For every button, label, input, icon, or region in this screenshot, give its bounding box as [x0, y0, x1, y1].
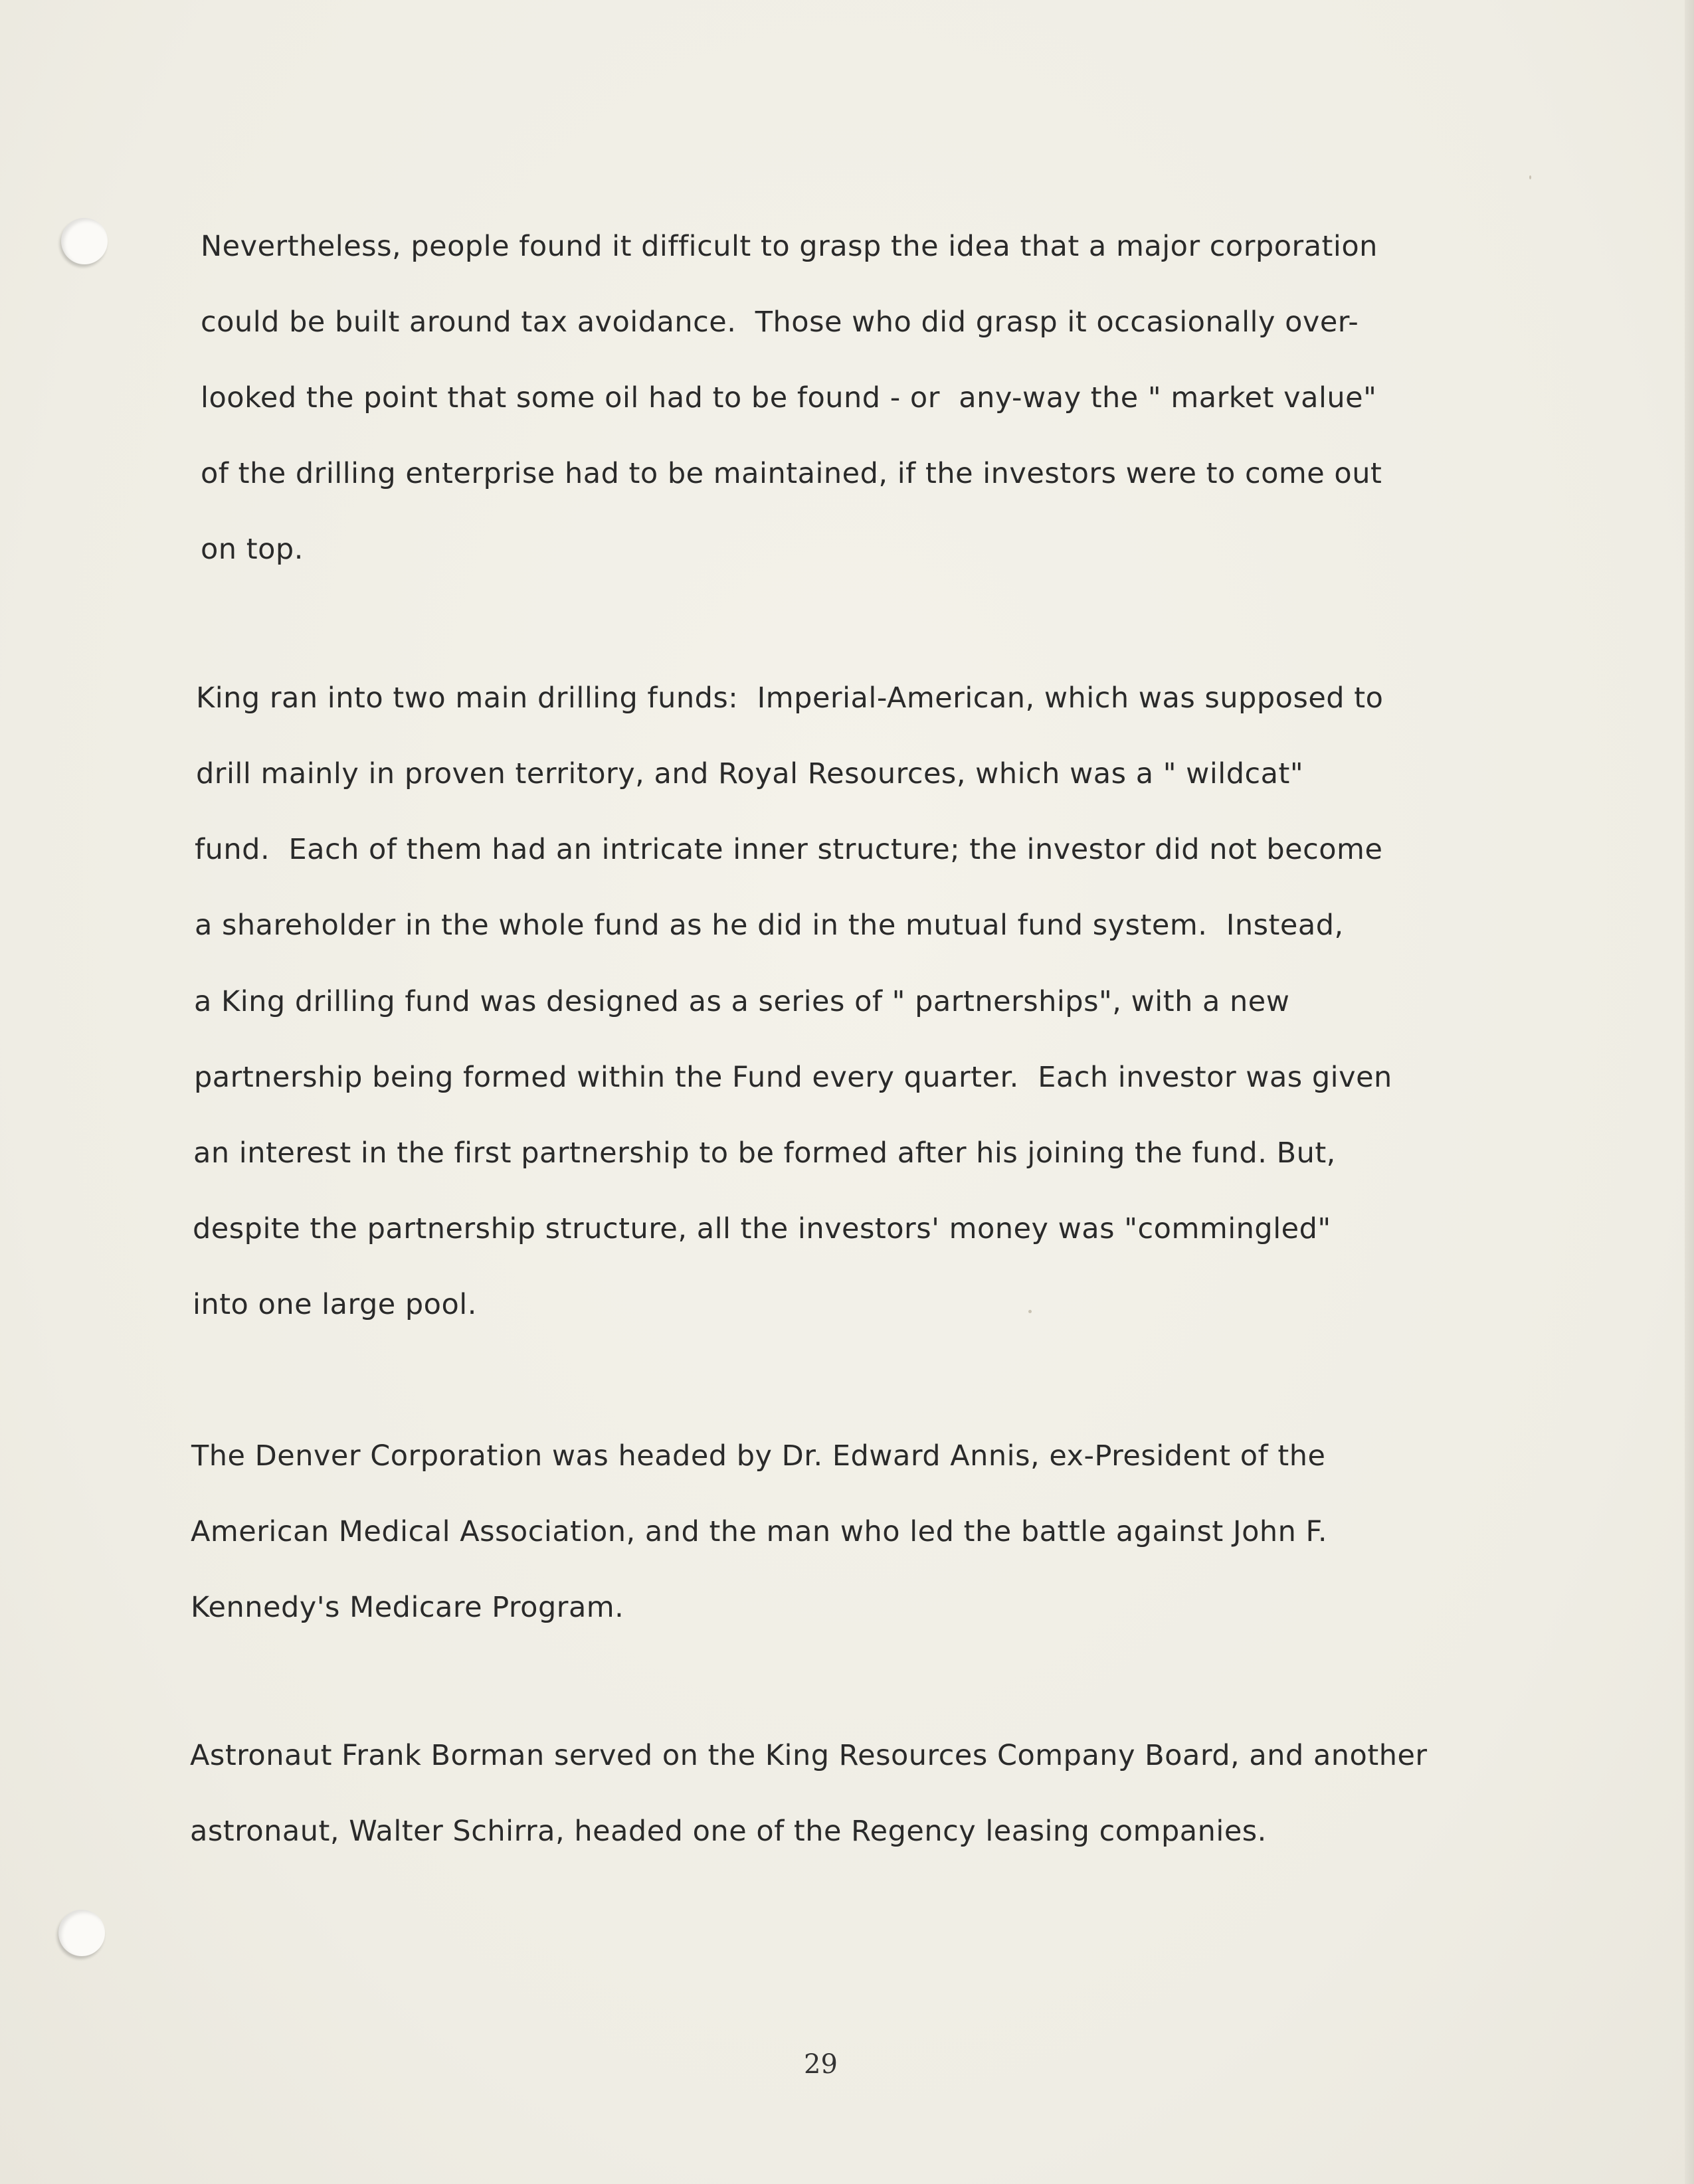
text-line: a King drilling fund was designed as a series of " partnerships", with a new: [194, 985, 1290, 1018]
text-line: despite the partnership structure, all the investors' money was "commingled": [193, 1212, 1331, 1245]
text-line: of the drilling enterprise had to be maintained, if the investors were to come out: [201, 457, 1382, 490]
text-line: astronaut, Walter Schirra, headed one of the Regency leasing companies.: [190, 1815, 1267, 1848]
text-line: Kennedy's Medicare Program.: [191, 1591, 624, 1624]
text-line: an interest in the first partnership to be formed after his joining the fund. But,: [193, 1137, 1336, 1170]
text-line: looked the point that some oil had to be found - or any-way the " market value": [201, 381, 1377, 414]
text-line: partnership being formed within the Fund every quarter. Each investor was given: [194, 1061, 1392, 1094]
text-line: drill mainly in proven territory, and Royal Resources, which was a " wildcat": [196, 757, 1304, 790]
page-number: 29: [804, 2049, 838, 2080]
text-line: a shareholder in the whole fund as he did in the mutual fund system. Instead,: [195, 909, 1344, 942]
text-line: on top.: [201, 533, 304, 566]
text-line: The Denver Corporation was headed by Dr. Edward Annis, ex-President of the: [191, 1439, 1326, 1473]
text-line: King ran into two main drilling funds: Imperial-American, which was supposed to: [196, 682, 1384, 715]
text-line: Nevertheless, people found it difficult to grasp the idea that a major corporation: [201, 230, 1378, 263]
text-line: fund. Each of them had an intricate inner structure; the investor did not become: [195, 833, 1383, 866]
text-line: could be built around tax avoidance. Those who did grasp it occasionally over-: [201, 306, 1359, 339]
text-line: American Medical Association, and the man who led the battle against John F.: [191, 1515, 1328, 1548]
text-line: Astronaut Frank Borman served on the King Resources Company Board, and another: [190, 1739, 1428, 1772]
text-line: into one large pool.: [193, 1288, 477, 1321]
